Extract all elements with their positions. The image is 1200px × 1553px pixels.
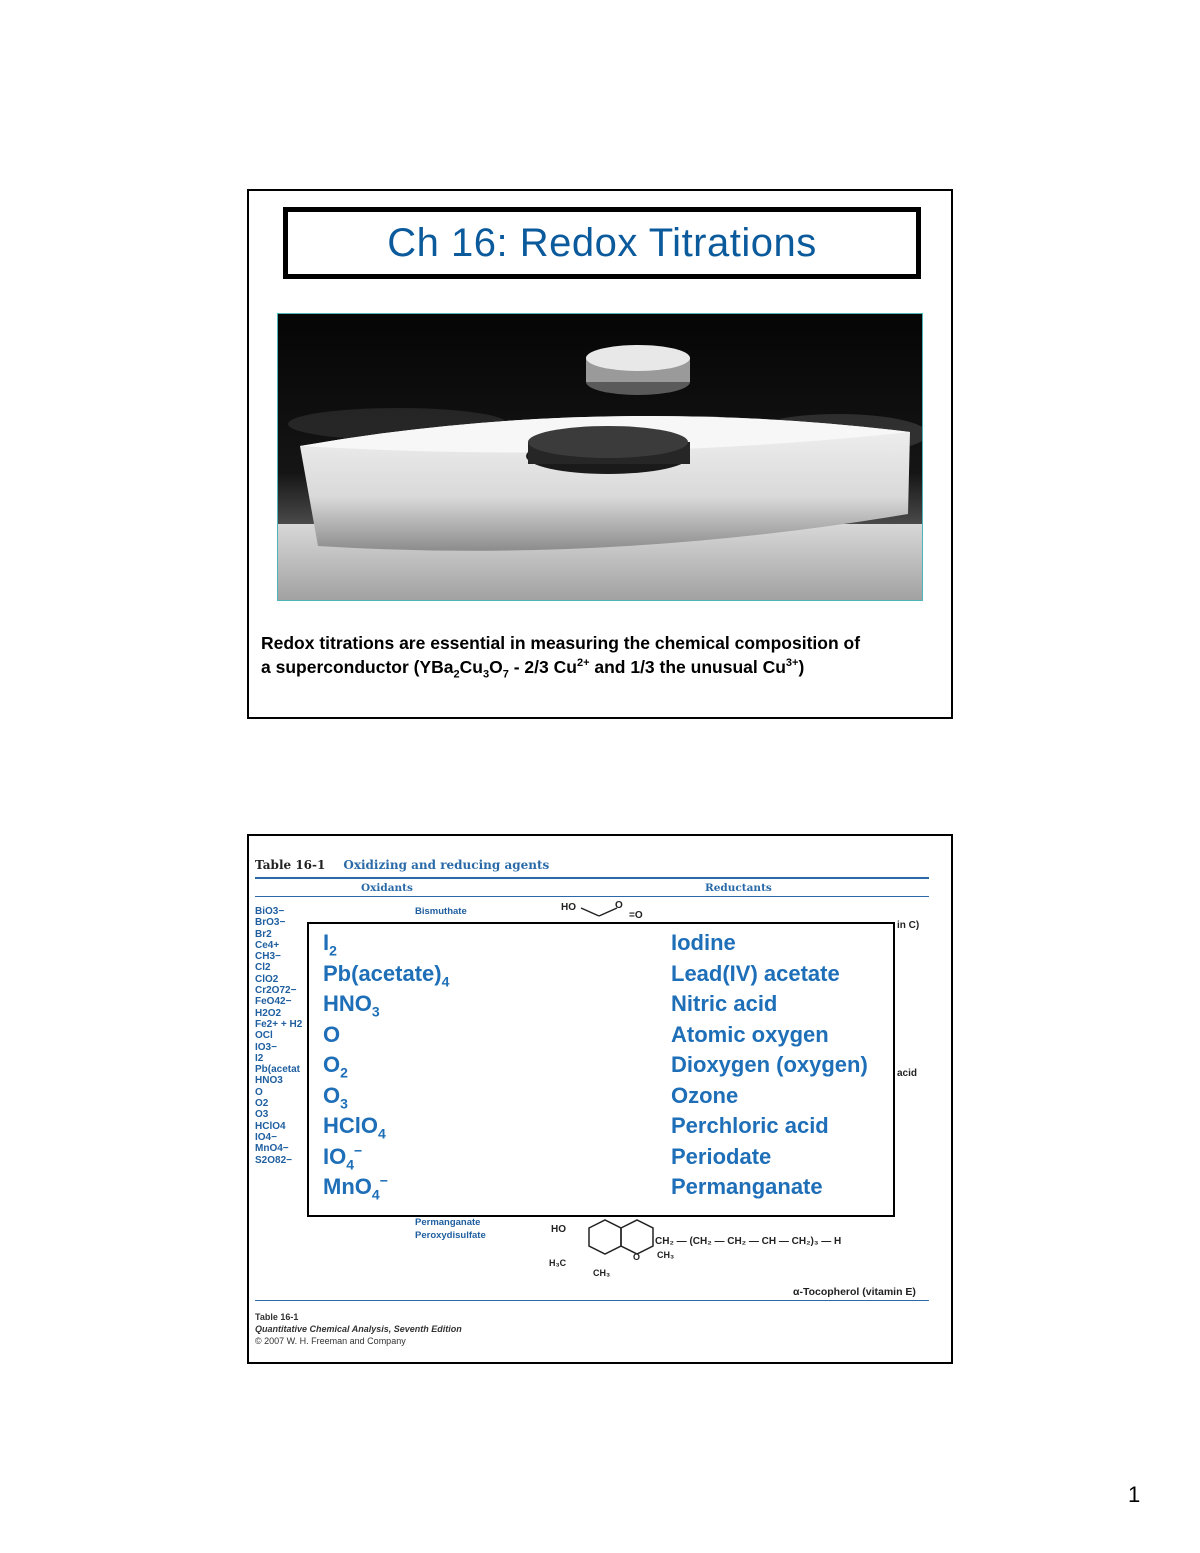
agent-name: Perchloric acid xyxy=(671,1113,829,1138)
oxidant-formula: IO4− xyxy=(255,1131,277,1143)
col-head-reductants: Reductants xyxy=(705,882,772,894)
footer-book-title: Quantitative Chemical Analysis, Seventh Edition xyxy=(255,1324,462,1334)
col-head-oxidants: Oxidants xyxy=(361,882,413,894)
oxidant-formula: Cl2 xyxy=(255,962,271,974)
oxidant-formula: ClO2 xyxy=(255,973,279,985)
agents-overlay-box xyxy=(307,922,895,1217)
agent-formula: $Pb(acetate)_4$ xyxy=(323,960,450,989)
page-number: 1 xyxy=(1128,1482,1141,1507)
agent-formula: $I_2$ xyxy=(323,930,337,959)
oxidant-formula: O2 xyxy=(255,1098,269,1110)
agent-row xyxy=(309,1113,893,1144)
slide-1 xyxy=(247,189,953,719)
bismuthate-label: Bismuthate xyxy=(415,906,467,917)
acid-fragment: acid xyxy=(897,1068,918,1079)
title-box xyxy=(283,207,921,279)
agent-name: Permanganate xyxy=(671,1174,823,1199)
agent-formula: O xyxy=(323,1021,341,1047)
oxidant-formula: O3 xyxy=(255,1109,269,1121)
svg-text:=O: =O xyxy=(629,910,643,921)
agent-formula: $O_3$ xyxy=(323,1082,348,1111)
tocopherol-structure-icon xyxy=(549,1208,869,1278)
oxidant-formula: HClO4 xyxy=(255,1120,286,1132)
oxidant-formula: S2O82− xyxy=(255,1154,292,1166)
slide-title: Ch 16: Redox Titrations xyxy=(387,220,817,265)
svg-text:CH₃: CH₃ xyxy=(593,1268,611,1278)
agent-formula: HClO$_4$ xyxy=(323,1113,386,1142)
oxidant-formula-column xyxy=(255,906,315,1166)
oxidant-formula: OCl xyxy=(255,1030,273,1042)
slide-caption xyxy=(261,631,951,679)
agent-row xyxy=(309,1174,893,1205)
oxidant-formula: I2 xyxy=(255,1052,264,1064)
agent-formula: $IO_4^-$ xyxy=(323,1142,363,1172)
agent-row xyxy=(309,991,893,1022)
agent-row xyxy=(309,930,893,961)
peroxydisulfate-label: Peroxydisulfate xyxy=(415,1230,486,1241)
slide-2 xyxy=(247,834,953,1364)
agent-name: Nitric acid xyxy=(671,991,778,1016)
svg-text:HO: HO xyxy=(561,902,576,913)
table-header-rule xyxy=(255,896,929,897)
oxidant-formula: Ce4+ xyxy=(255,939,280,951)
ascorbic-acid-structure-icon xyxy=(559,898,649,922)
agent-name: Lead(IV) acetate xyxy=(671,960,840,986)
table-bottom-rule xyxy=(255,1300,929,1301)
oxidant-formula: HNO3 xyxy=(255,1075,283,1087)
superconductor-levitation-photo xyxy=(277,313,923,601)
svg-text:HO: HO xyxy=(551,1224,566,1235)
table-top-rule xyxy=(255,877,929,879)
agent-name: Periodate xyxy=(671,1143,772,1169)
oxidant-formula: Br2 xyxy=(255,928,272,940)
agent-formula: MnO$_4$− xyxy=(323,1172,388,1203)
oxidant-formula: Cr2O72− xyxy=(255,985,297,997)
footer-copyright: © 2007 W. H. Freeman and Company xyxy=(255,1336,406,1346)
oxidant-formula: MnO4− xyxy=(255,1143,289,1155)
footer-table-label: Table 16-1 xyxy=(255,1312,299,1322)
agent-row xyxy=(309,1022,893,1053)
agent-name: Iodine xyxy=(671,930,736,955)
agent-row xyxy=(309,1144,893,1175)
caption-line-1: Redox titrations are essential in measuring the chemical composition of xyxy=(261,633,861,653)
oxidant-formula: IO3− xyxy=(255,1041,277,1053)
table-caption: Oxidizing and reducing agents xyxy=(343,858,550,872)
oxidant-formula: Pb(acetat xyxy=(255,1064,301,1076)
agent-row xyxy=(309,1052,893,1083)
svg-text:CH₃: CH₃ xyxy=(657,1250,675,1260)
oxidant-formula: FeO42− xyxy=(255,996,292,1008)
agent-row xyxy=(309,1083,893,1114)
oxidant-formula: BrO3− xyxy=(255,917,286,929)
table-label: Table 16-1 xyxy=(255,858,326,872)
caption-line-2: a superconductor ($YBa_2Cu_3O_7 - 2/3$ $Cu^{2+}$ and 1/3 the unusual $Cu^{3+}$) xyxy=(261,657,805,681)
agent-name: Ozone xyxy=(671,1082,739,1108)
table-heading xyxy=(255,858,549,872)
agent-formula: $HNO_3$ xyxy=(323,991,380,1020)
svg-text:O: O xyxy=(615,900,623,911)
svg-text:CH₂ — (CH₂ — CH₂ — CH — CH₂)₃: CH₂ — (CH₂ — CH₂ — CH — CH₂)₃ — H xyxy=(655,1236,842,1247)
vitamin-e-label: α-Tocopherol (vitamin E) xyxy=(793,1286,916,1298)
oxidant-formula: BiO3− xyxy=(255,906,285,917)
agent-formula: $O_2$ xyxy=(323,1052,348,1081)
agent-name: Atomic oxygen xyxy=(671,1021,829,1047)
oxidant-formula: Fe2+ + H2 xyxy=(255,1018,303,1030)
oxidant-formula: O xyxy=(255,1086,263,1098)
oxidant-formula: CH3− xyxy=(255,951,281,963)
agent-name: Dioxygen (oxygen) xyxy=(671,1052,868,1077)
permanganate-small-label: Permanganate xyxy=(415,1217,481,1228)
svg-text:O: O xyxy=(633,1252,641,1262)
agent-row xyxy=(309,961,893,992)
vitamin-c-fragment: in C) xyxy=(897,920,920,931)
oxidant-formula: H2O2 xyxy=(255,1007,282,1019)
svg-text:H₃C: H₃C xyxy=(549,1258,567,1268)
